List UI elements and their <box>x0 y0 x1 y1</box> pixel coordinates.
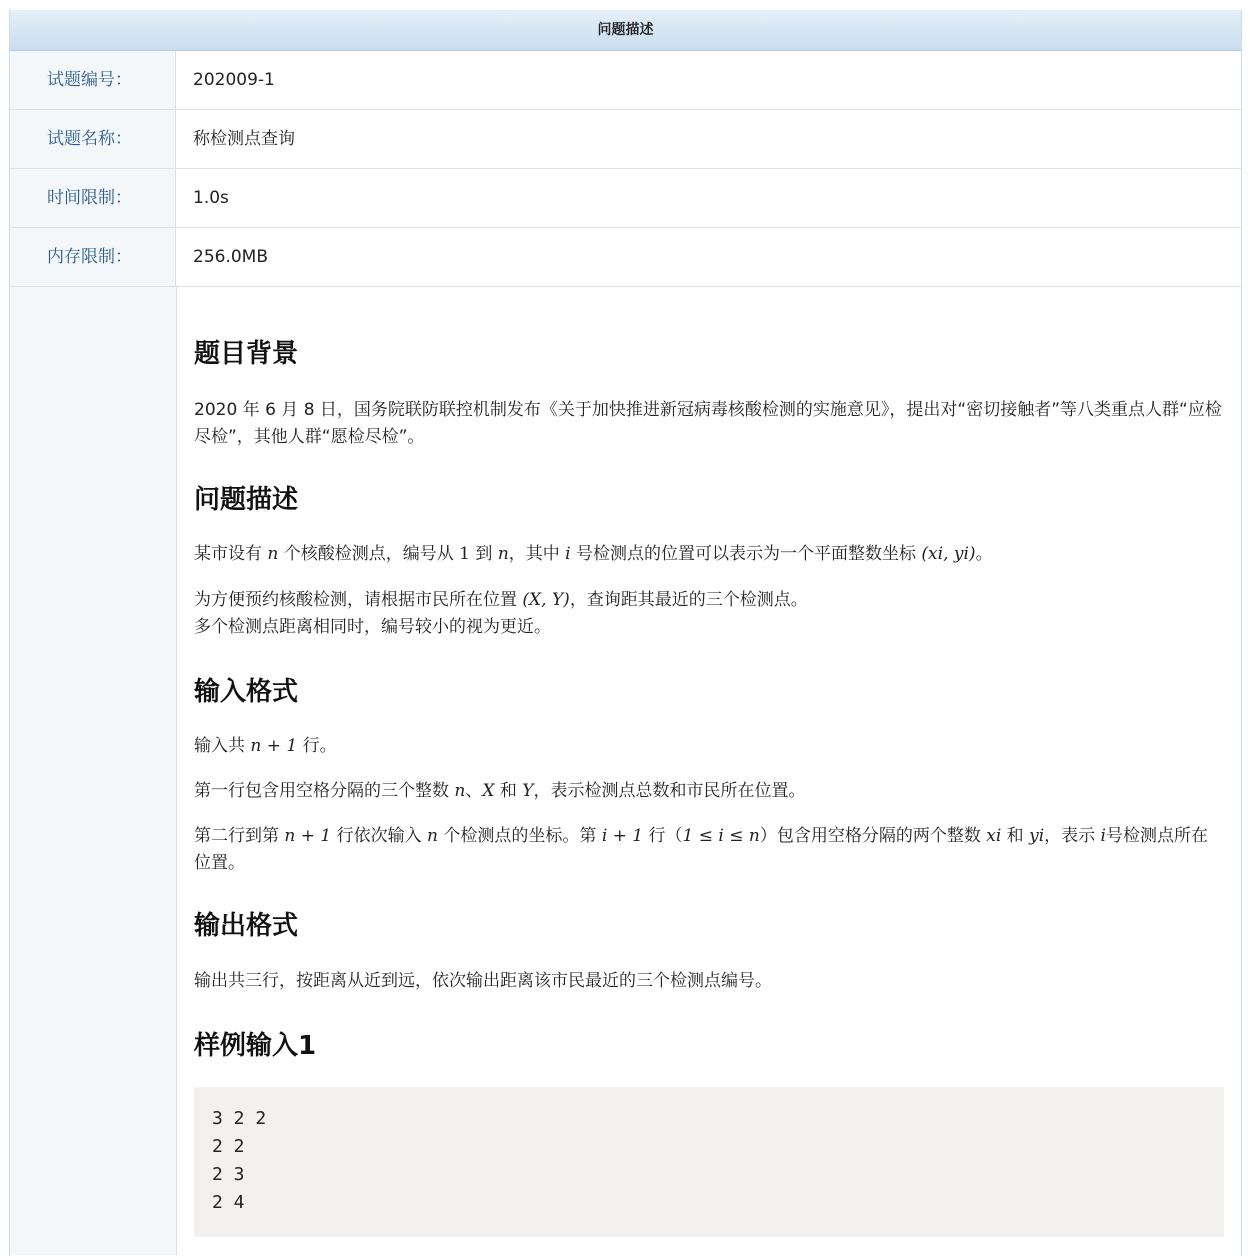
sample-input-code <box>194 1087 1224 1237</box>
content-label-cell <box>10 287 177 1255</box>
info-value: 称检测点查询 <box>193 129 295 149</box>
info-label: 时间限制： <box>10 169 176 227</box>
output-heading: 输出格式 <box>194 911 299 941</box>
problem-paragraph-1: 某市设有 n 个核酸检测点，编号从 1 到 n，其中 i 号检测点的位置可以表示为一个平面整数坐标 (xi, yi)。 <box>194 544 993 564</box>
background-text: 2020 年 6 月 8 日，国务院联防联控机制发布《关于加快推进新冠病毒核酸检测的实施意见》，提出对“密切接触者”等八类重点人群“应检尽检”，其他人群“愿检尽检”。 <box>194 400 1222 447</box>
info-label: 试题名称： <box>10 110 176 168</box>
panel-header: 问题描述 <box>10 10 1241 51</box>
info-value: 202009-1 <box>193 70 275 90</box>
problem-content <box>177 287 1241 1255</box>
info-row-id <box>10 51 1241 110</box>
info-row-memory <box>10 228 1241 287</box>
info-row-name <box>10 110 1241 169</box>
code-line: 2 4 <box>212 1192 245 1213</box>
background-heading: 题目背景 <box>194 339 299 369</box>
problem-panel <box>9 10 1242 1256</box>
input-paragraph-2: 第一行包含用空格分隔的三个整数 n、X 和 Y，表示检测点总数和市民所在位置。 <box>194 781 806 801</box>
input-heading: 输入格式 <box>194 677 299 707</box>
input-paragraph-3: 第二行到第 n + 1 行依次输入 n 个检测点的坐标。第 i + 1 行（1 ≤ i ≤ n）包含用空格分隔的两个整数 xi 和 yi，表示 i号检测点所在位置。 <box>194 826 1208 873</box>
info-row-time <box>10 169 1241 228</box>
code-line: 3 2 2 <box>212 1108 267 1129</box>
output-text: 输出共三行，按距离从近到远，依次输出距离该市民最近的三个检测点编号。 <box>194 971 772 991</box>
sample-input-heading: 样例输入1 <box>194 1031 317 1061</box>
info-value: 256.0MB <box>193 247 268 267</box>
code-line: 2 2 <box>212 1136 245 1157</box>
info-label: 试题编号： <box>10 51 176 109</box>
info-value: 1.0s <box>193 188 229 208</box>
content-row <box>10 287 1241 1255</box>
code-line: 2 3 <box>212 1164 245 1185</box>
input-paragraph-1: 输入共 n + 1 行。 <box>194 736 337 756</box>
problem-paragraph-2: 为方便预约核酸检测，请根据市民所在位置 (X, Y)，查询距其最近的三个检测点。 多个检测点距离相同时，编号较小的视为更近。 <box>194 590 808 637</box>
problem-heading: 问题描述 <box>194 485 299 515</box>
info-label: 内存限制： <box>10 228 176 286</box>
